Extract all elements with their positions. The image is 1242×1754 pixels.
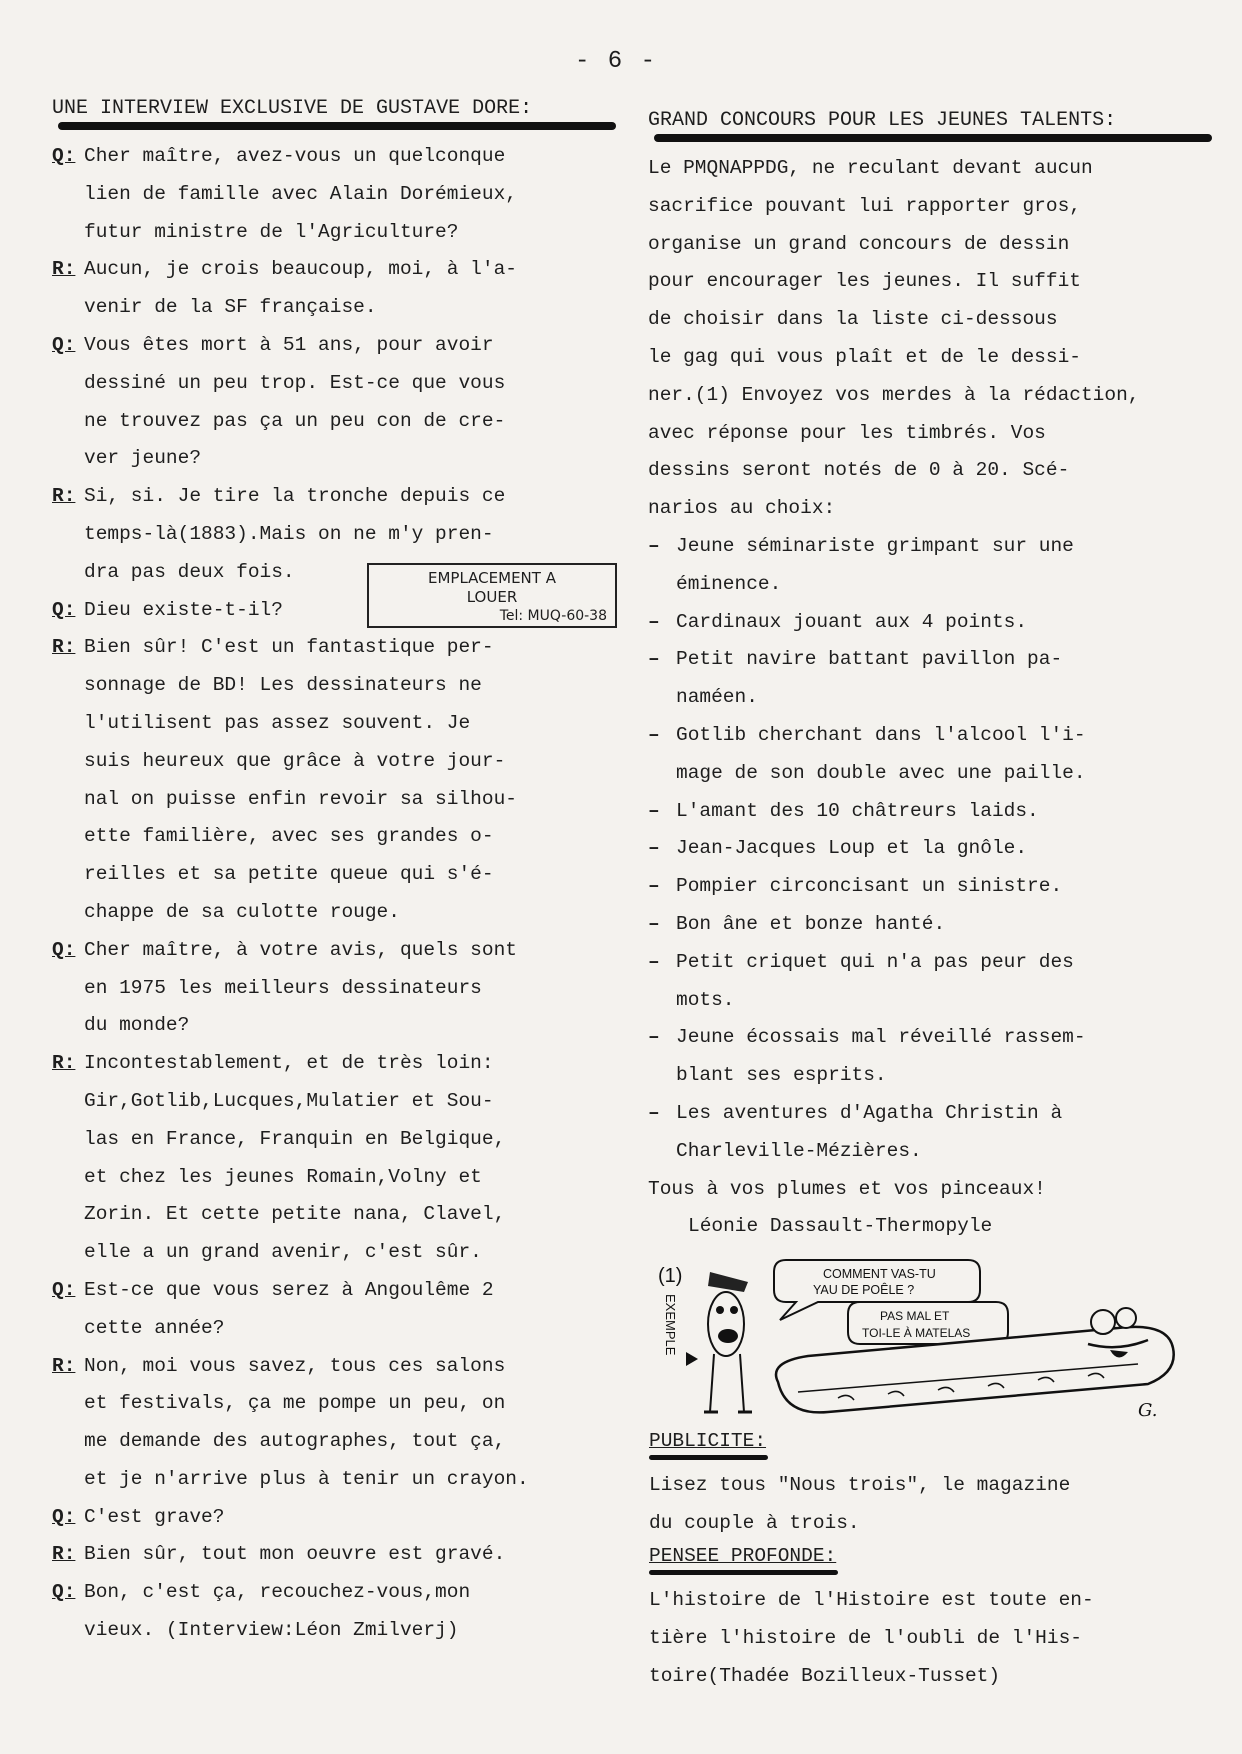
qa-label: R: xyxy=(52,1052,76,1075)
scenario-item xyxy=(648,830,1208,868)
pub-body: Lisez tous "Nous trois", le magazine du couple à trois. xyxy=(649,1474,1071,1534)
interview-qa-list xyxy=(52,138,612,1650)
qa-label: Q: xyxy=(52,145,76,167)
scenario-item xyxy=(648,793,1208,831)
qa-entry xyxy=(52,1348,612,1499)
qa-entry xyxy=(52,1536,612,1574)
qa-entry xyxy=(52,932,612,1045)
dash-bullet: – xyxy=(648,875,660,898)
dash-bullet: – xyxy=(648,1026,660,1049)
qa-text: Incontestablement, et de très loin: Gir,Gotlib,Lucques,Mulatier et Sou- las en France, Franquin en Belgique, et chez les jeunes Romain,Volny et Zorin. Et cette petite nana, Clavel, elle a un grand avenir, c'est sûr. xyxy=(84,1052,506,1264)
qa-label: R: xyxy=(52,1354,76,1377)
qa-text: Cher maître, avez-vous un quelconque lien de famille avec Alain Dorémieux, futur ministre de l'Agriculture? xyxy=(84,145,517,243)
qa-text: Non, moi vous savez, tous ces salons et festivals, ça me pompe un peu, on me demande des autographes, tout ça, et je n'arrive plus à tenir un crayon. xyxy=(84,1354,529,1490)
qa-text: Bien sûr! C'est un fantastique per- sonnage de BD! Les dessinateurs ne l'utilisent pas assez souvent. Je suis heureux que grâce à votre jour- nal on puisse enfin revoir sa silhou- ette familière, avec ses grandes o- reilles et sa petite queue qui s'é- chappe de sa culotte rouge. xyxy=(84,636,517,923)
bubble-2-text: PAS MAL ET TOI-LE À MATELAS xyxy=(862,1309,971,1340)
cartoon-footnote: (1) xyxy=(658,1265,683,1287)
scenario-item xyxy=(648,1095,1208,1171)
scenario-text: Jeune séminariste grimpant sur une éminence. xyxy=(676,534,1074,595)
ad-box-phone: Tel: MUQ-60-38 xyxy=(499,608,607,624)
qa-text: Dieu existe-t-il? xyxy=(84,598,283,621)
scenario-item xyxy=(648,528,1208,604)
dash-bullet: – xyxy=(648,723,660,746)
scenario-text: Bon âne et bonze hanté. xyxy=(676,912,946,935)
arrow-icon xyxy=(686,1352,698,1366)
dash-bullet: – xyxy=(648,950,660,973)
scenario-text: Cardinaux jouant aux 4 points. xyxy=(676,610,1028,633)
interview-column xyxy=(52,96,612,1650)
qa-text: Vous êtes mort à 51 ans, pour avoir dessiné un peu trop. Est-ce que vous ne trouvez pas ça un peu con de cre- ver jeune? xyxy=(84,333,506,470)
qa-label: Q: xyxy=(52,598,76,621)
scenario-item xyxy=(648,717,1208,793)
page-number: - 6 - xyxy=(575,48,658,75)
ad-box-rent xyxy=(367,563,617,628)
scenario-text: Jeune écossais mal réveillé rassem- blant ses esprits. xyxy=(676,1026,1086,1087)
pub-title: PUBLICITE: xyxy=(649,1428,766,1460)
qa-entry xyxy=(52,1574,612,1650)
contest-signature: Léonie Dassault-Thermopyle xyxy=(688,1215,993,1238)
scenario-item xyxy=(648,641,1208,717)
scenario-text: L'amant des 10 châtreurs laids. xyxy=(676,799,1039,822)
qa-entry xyxy=(52,1045,612,1272)
dash-bullet: – xyxy=(648,799,660,822)
pense-body: L'histoire de l'Histoire est toute en- tière l'histoire de l'oubli de l'His- toire(Thadée Bozilleux-Tusset) xyxy=(649,1589,1094,1687)
cartoon-illustration xyxy=(648,1252,1188,1422)
interview-title: UNE INTERVIEW EXCLUSIVE DE GUSTAVE DORE: xyxy=(52,96,612,130)
cartoon-side-label: EXEMPLE xyxy=(663,1294,678,1356)
scenario-text: Pompier circoncisant un sinistre. xyxy=(676,875,1063,898)
dash-bullet: – xyxy=(648,534,660,557)
contest-column xyxy=(648,108,1208,1246)
qa-text: Aucun, je crois beaucoup, moi, à l'a- venir de la SF française. xyxy=(84,258,517,319)
scenario-text: Les aventures d'Agatha Christin à Charleville-Mézières. xyxy=(676,1101,1063,1162)
dash-bullet: – xyxy=(648,610,660,633)
qa-entry xyxy=(52,138,612,251)
scenario-text: Jean-Jacques Loup et la gnôle. xyxy=(676,837,1028,860)
qa-text: Bon, c'est ça, recouchez-vous,mon vieux. (Interview:Léon Zmilverj) xyxy=(84,1581,471,1642)
qa-entry xyxy=(52,629,612,931)
dash-bullet: – xyxy=(648,912,660,935)
qa-text: C'est grave? xyxy=(84,1505,225,1528)
qa-label: Q: xyxy=(52,1505,76,1528)
qa-label: R: xyxy=(52,1543,76,1566)
scenario-list xyxy=(648,528,1208,1171)
scenario-text: Gotlib cherchant dans l'alcool l'i- mage de son double avec une paille. xyxy=(676,723,1086,784)
qa-text: Si, si. Je tire la tronche depuis ce temps-là(1883).Mais on ne m'y pren- dra pas deux fois. xyxy=(84,485,506,583)
scenario-item xyxy=(648,906,1208,944)
title-underline xyxy=(654,134,1212,142)
title-underline xyxy=(58,122,616,130)
cartoon-character xyxy=(704,1272,752,1412)
scenario-item xyxy=(648,1019,1208,1095)
qa-entry xyxy=(52,251,612,327)
ad-box-line2: LOUER xyxy=(466,588,518,606)
qa-label: R: xyxy=(52,636,76,659)
qa-entry xyxy=(52,1272,612,1348)
qa-text: Est-ce que vous serez à Angoulême 2 cette année? xyxy=(84,1278,494,1339)
scenario-text: Petit criquet qui n'a pas peur des mots. xyxy=(676,950,1074,1011)
bubble-1-text: COMMENT VAS-TU YAU DE POÊLE ? xyxy=(813,1267,936,1297)
qa-label: R: xyxy=(52,258,76,281)
contest-closing: Tous à vos plumes et vos pinceaux! xyxy=(648,1177,1046,1200)
qa-label: Q: xyxy=(52,1581,76,1604)
dash-bullet: – xyxy=(648,837,660,860)
contest-title: GRAND CONCOURS POUR LES JEUNES TALENTS: xyxy=(648,108,1208,142)
qa-text: Bien sûr, tout mon oeuvre est gravé. xyxy=(84,1543,506,1566)
qa-entry xyxy=(52,1499,612,1537)
pense-title: PENSEE PROFONDE: xyxy=(649,1543,836,1575)
scenario-item xyxy=(648,944,1208,1020)
scenario-item xyxy=(648,604,1208,642)
artist-signature: G. xyxy=(1138,1400,1158,1421)
qa-text: Cher maître, à votre avis, quels sont en 1975 les meilleurs dessinateurs du monde? xyxy=(84,938,517,1037)
qa-label: R: xyxy=(52,485,76,508)
scenario-text: Petit navire battant pavillon pa- naméen. xyxy=(676,648,1063,709)
dash-bullet: – xyxy=(648,648,660,671)
qa-entry xyxy=(52,327,612,478)
ad-box-line1: EMPLACEMENT A xyxy=(428,569,556,587)
qa-label: Q: xyxy=(52,938,76,961)
scenario-item xyxy=(648,868,1208,906)
qa-label: Q: xyxy=(52,1278,76,1301)
contest-intro: Le PMQNAPPDG, ne reculant devant aucun sacrifice pouvant lui rapporter gros, organise un grand concours de dessin pour encourager les jeunes. Il suffit de choisir dans la liste ci-dessous le gag qui vous plaît et de le dessi- ner.(1) Envoyez vos merdes à la rédaction, avec réponse pour les timbrés. Vos dessins seront notés de 0 à 20. Scé- narios au choix: xyxy=(648,157,1140,520)
dash-bullet: – xyxy=(648,1101,660,1124)
qa-label: Q: xyxy=(52,333,76,356)
